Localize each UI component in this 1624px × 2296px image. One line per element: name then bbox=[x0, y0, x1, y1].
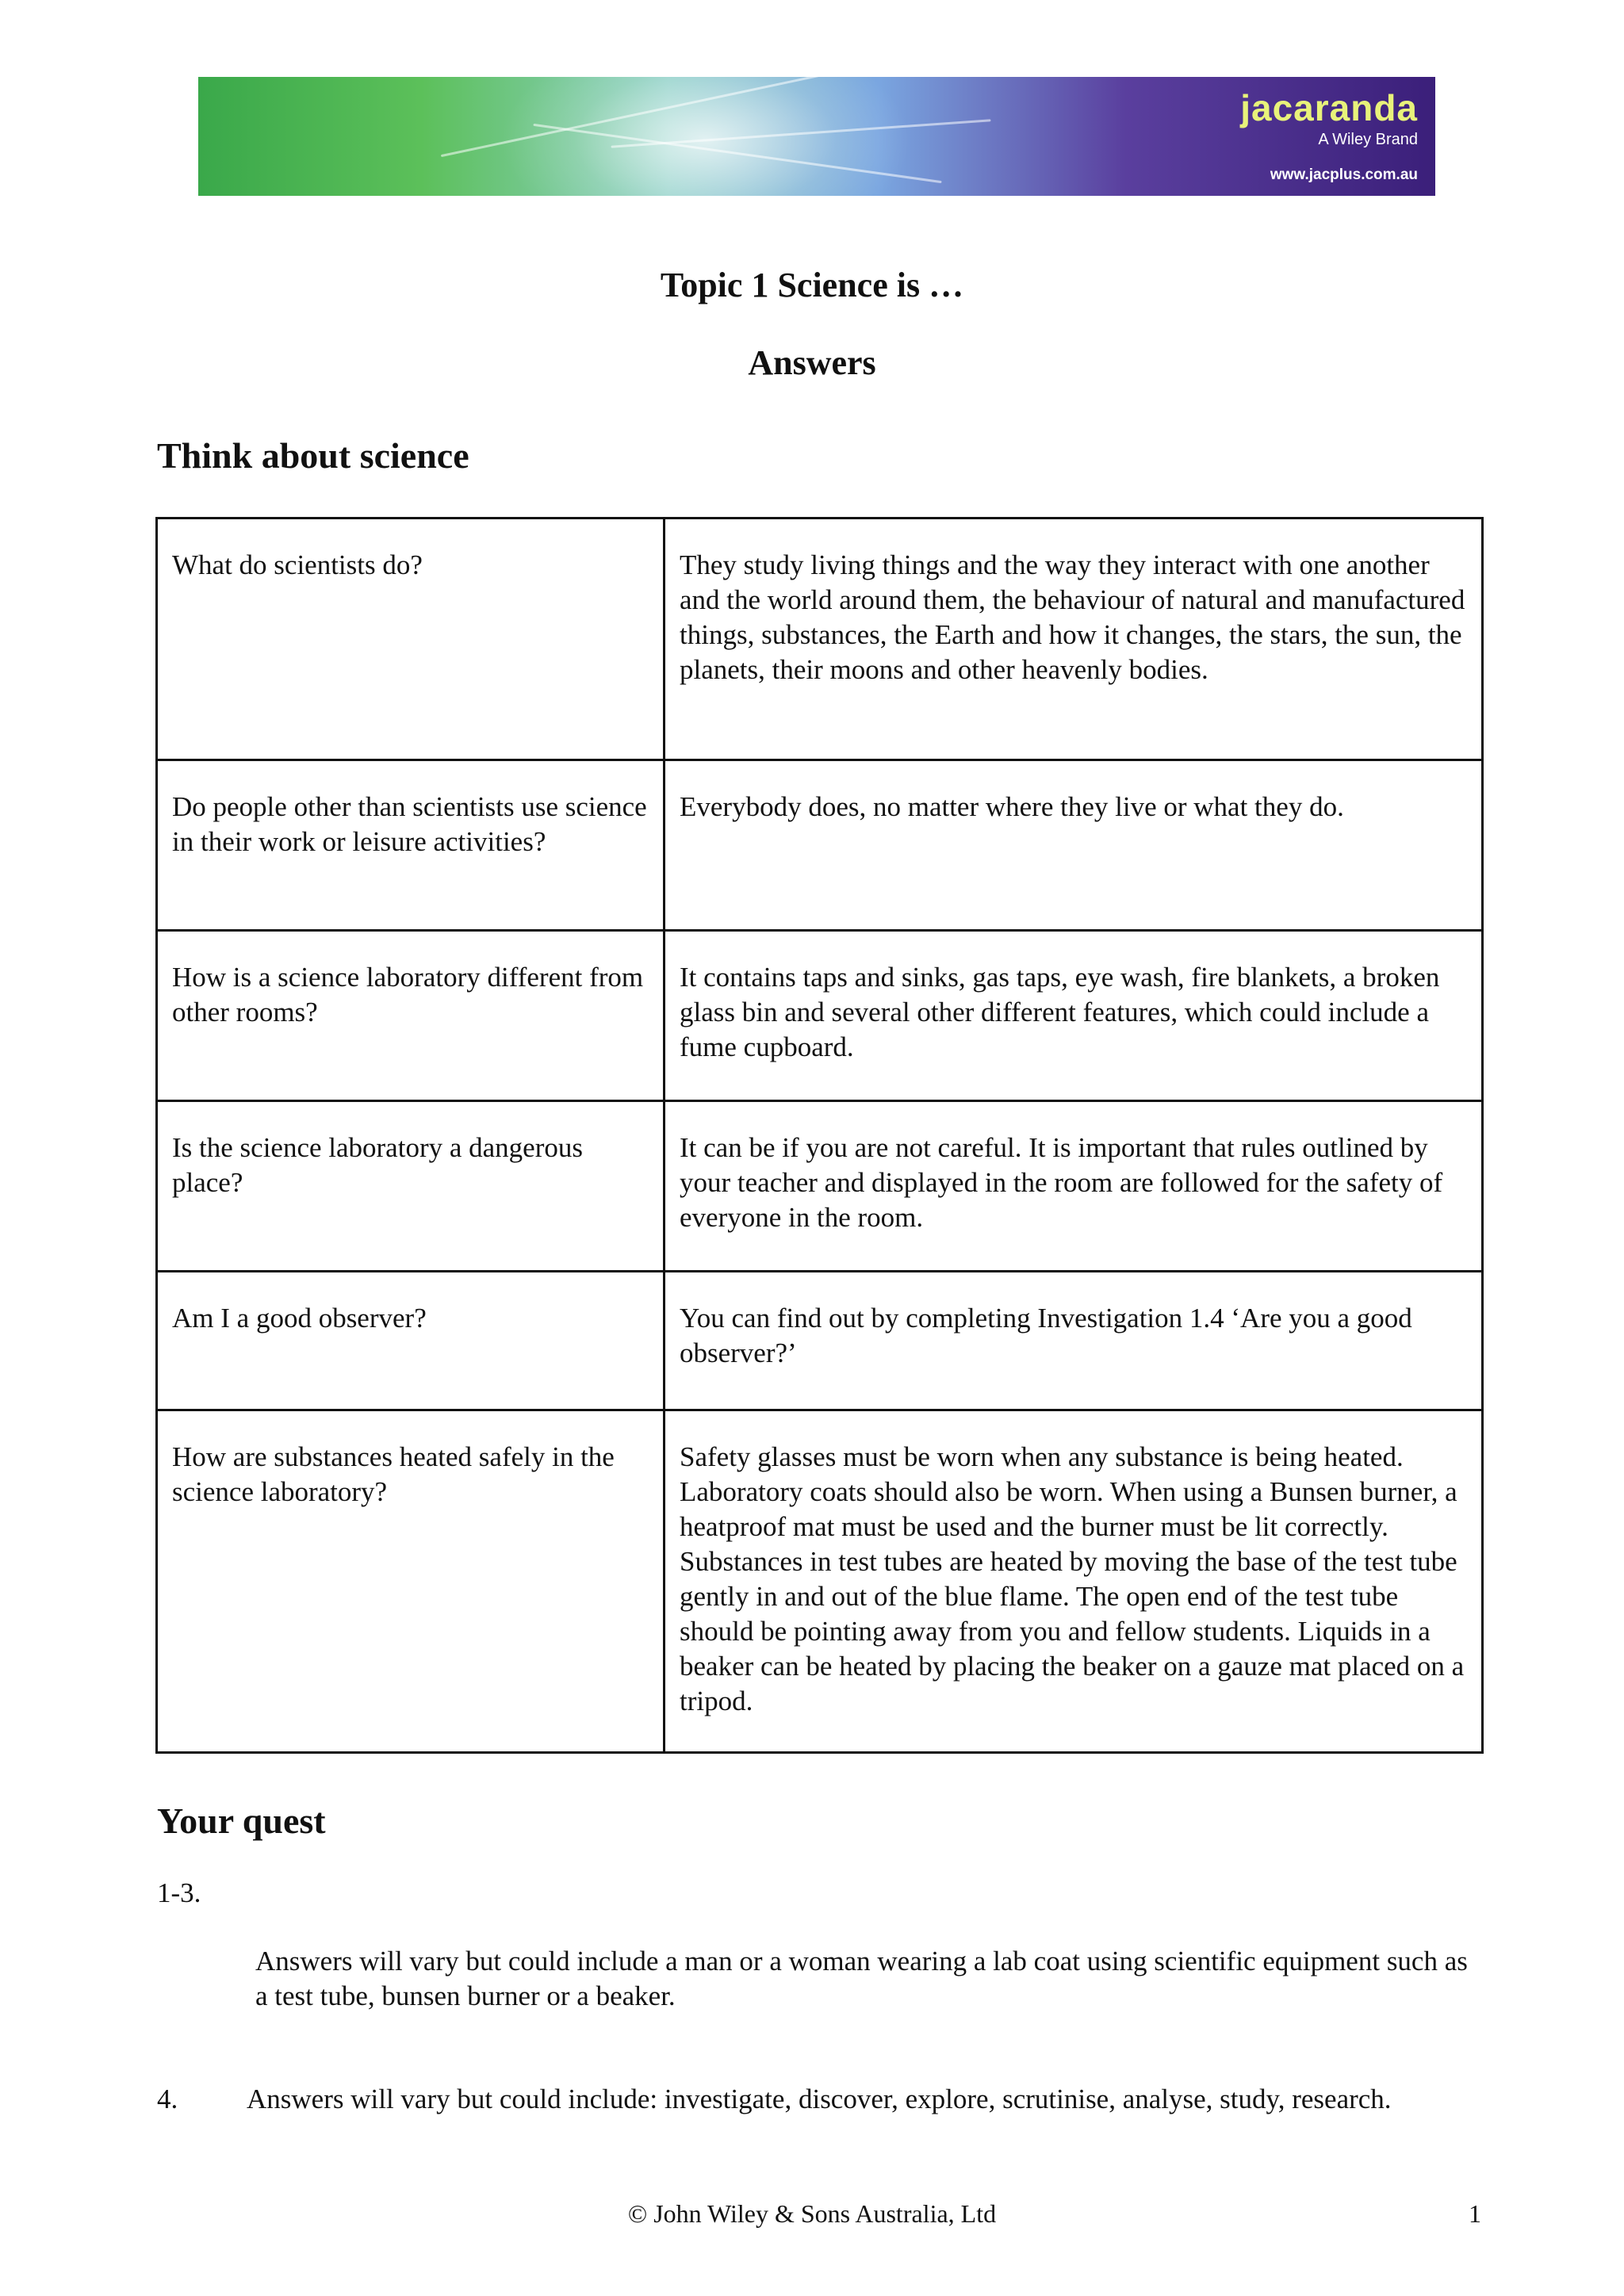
answer-cell: Safety glasses must be worn when any substance is being heated. Laboratory coats should also be worn. When using a Bunsen burner, a heatproof mat must be used and the burner must be lit correctly. Substances in test tubes are heated by moving the base of the test tube gently in and out of the blue flame. The open end of the test tube should be pointing away from you and fellow students. Liquids in a beaker can be heated by placing the beaker on a gauze mat placed on a tripod. bbox=[665, 1410, 1483, 1753]
footer-copyright: © John Wiley & Sons Australia, Ltd bbox=[627, 2199, 997, 2228]
table-row bbox=[157, 1410, 1483, 1753]
question-cell: Is the science laboratory a dangerous place? bbox=[157, 1101, 665, 1272]
answer-cell: Everybody does, no matter where they live or what they do. bbox=[665, 760, 1483, 931]
item-text-1-3: Answers will vary but could include a man or a woman wearing a lab coat using scientific equipment such as a test tube, bunsen burner or a beaker. bbox=[255, 1946, 1468, 2011]
page-number: 1 bbox=[1469, 2199, 1481, 2228]
brand-block bbox=[1240, 87, 1418, 184]
question-cell: Do people other than scientists use science in their work or leisure activities? bbox=[157, 760, 665, 931]
table-row bbox=[157, 931, 1483, 1101]
item-text-4: Answers will vary but could include: investigate, discover, explore, scrutinise, analyse, study, research. bbox=[247, 2084, 1392, 2114]
answer-cell: They study living things and the way they interact with one another and the world around them, the behaviour of natural and manufactured things, substances, the Earth and how it changes, the stars, the sun, the planets, their moons and other heavenly bodies. bbox=[665, 519, 1483, 760]
banner-glow bbox=[500, 77, 912, 196]
qa-table bbox=[155, 517, 1484, 1754]
table-row bbox=[157, 1272, 1483, 1410]
brand-url: www.jacplus.com.au bbox=[1270, 166, 1418, 183]
brand-logo: jacaranda bbox=[1240, 87, 1418, 128]
jacaranda-banner bbox=[198, 77, 1435, 196]
question-cell: How is a science laboratory different from other rooms? bbox=[157, 931, 665, 1101]
item-number-1-3: 1-3. bbox=[157, 1877, 201, 1908]
section-heading-your-quest: Your quest bbox=[157, 1800, 326, 1841]
answer-cell: You can find out by completing Investigation 1.4 ‘Are you a good observer?’ bbox=[665, 1272, 1483, 1410]
item-number-4: 4. bbox=[157, 2084, 178, 2114]
question-cell: What do scientists do? bbox=[157, 519, 665, 760]
brand-tagline: A Wiley Brand bbox=[1318, 131, 1418, 148]
table-row bbox=[157, 519, 1483, 760]
page-subtitle: Answers bbox=[748, 343, 876, 382]
page-title: Topic 1 Science is … bbox=[660, 266, 964, 304]
answer-cell: It can be if you are not careful. It is important that rules outlined by your teacher and displayed in the room are followed for the safety of everyone in the room. bbox=[665, 1101, 1483, 1272]
section-heading-think-about-science: Think about science bbox=[157, 435, 469, 476]
question-cell: How are substances heated safely in the science laboratory? bbox=[157, 1410, 665, 1753]
table-row bbox=[157, 1101, 1483, 1272]
answer-cell: It contains taps and sinks, gas taps, eye wash, fire blankets, a broken glass bin and several other different features, which could include a fume cupboard. bbox=[665, 931, 1483, 1101]
question-cell: Am I a good observer? bbox=[157, 1272, 665, 1410]
table-row bbox=[157, 760, 1483, 931]
